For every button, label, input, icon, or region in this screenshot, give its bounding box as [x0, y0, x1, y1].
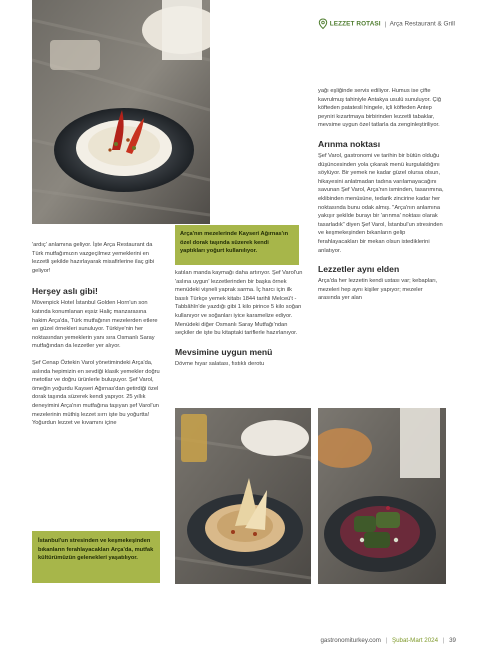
text-column-3 [318, 87, 446, 303]
intro-paragraph: 'ardıç' anlamına geliyor. İşte Arça Restaurant da Türk mutfağımızın vazgeçilmez yemeklerini en lezzetli şekilde hazırlayarak misafirlerine ilaç gibi geliyor! [32, 242, 155, 274]
page-footer [320, 637, 456, 644]
pull-quote-yogurt: Arça'nın mezelerinde Kayseri Ağırnas'ın özel dorak taşında süzerek kendi yaptıkları yoğurt kullanılıyor. [175, 225, 299, 265]
header-separator: | [384, 20, 387, 28]
heading-lezzetler-ayni-elden: Lezzetler aynı elden [318, 264, 400, 275]
pull-quote-istanbul: İstanbul'un stresinden ve keşmekeşinden bıkanların ferahlayacakları Arça'da, mutfak kültürümüzün gelenekleri yaşatılıyor. [32, 531, 160, 583]
paragraph-gastronomi: Şef Varol, gastronomi ve tarihin bir bütün olduğu düşüncesinden yola çıkarak menü kurgulaldığını söylüyor. Bir yemek ne kadar güzel olursa olsun, hikayesini anlatmadan tadına varılamayacağını savunan Şef Varol, Arça'nın isminden, tasarımına, eklibinden menüsüne, tedarik zincirine kadar her noktasında bunu odak almış. "Arça'nın anlamına yakışır şekilde burayı bir 'arınma' noktası olarak tasarladık" diyen Şef Varol, İstanbul'un stresinden ve keşmekeşinden bıkanların gelip ferahlayacakları bir mekan olsun istediklerini anlatıyor. [318, 152, 444, 254]
text-column-1 [32, 241, 162, 428]
section-title: LEZZET ROTASI [329, 20, 381, 28]
footer-separator-1: | [385, 637, 388, 644]
hummus-with-crisps-photo [175, 408, 311, 584]
footer-date: Şubat-Mart 2024 [391, 637, 439, 644]
paragraph-humus: yağı eşliğinde servis ediliyor. Humus ise çifte kavrulmuş tahiniyle Antakya usulü sunuluyor. Çiğ köfteden patatesli hingele, içli köfteden Antep peyniri kızartmaya birbirinden lezzetli tabaklar, mevsime uygun özel tatlarla da zenginleştiriliyor. [318, 88, 441, 129]
paragraph-movenpick: Mövenpick Hotel İstanbul Golden Horn'un son katında konumlanan eşsiz Haliç manzarasına hakim Arça'da, Türk mutfağının mezelerden etlere en güzel örnekleri sunuluyor. Türkiye'nin her noktasından yemeklerin yanı sıra Osmanlı Saray mutfağından da lezzetler yer alıyor. [32, 300, 158, 350]
paragraph-kebaplar: Arça'da her lezzetin kendi ustası var; kebapları, mezeleri hep aynı kişiler yapıyor; mezeler arasında yer alan [318, 278, 438, 302]
page-number: 39 [449, 637, 456, 644]
paragraph-dovme-hiyar: Dövme hıyar salatası, fıstıklı derotu [175, 360, 265, 367]
footer-site: gastronomiturkey.com [320, 637, 381, 644]
section-subtitle: Arça Restaurant & Grill [389, 20, 455, 28]
paragraph-manda-kaymagi: katılan manda kaymağı daha artırıyor. Şef Varol'un 'aslına uygun' lezzetlerinden bir başka örnek menüdeki vişneli yaprak sarma. İç harcı için ilk basılı Türkçe yemek kitabı 1844 tarihli Melceü't -Tabbâhîn'de yazdığı gibi 1 kilo pirince 5 kilo soğan kullanıyor ve soğanları iyice karamelize ediyor. Menüdeki diğer Osmanlı Saray Mutfağı'ndan seçkiler de işte bu kitaptaki tariflerle hazırlanıyor. [175, 270, 303, 337]
stuffed-vine-leaves-photo [318, 408, 446, 584]
paragraph-chef-varol: Şef Cenap Öztekin Varol yönetimindeki Arça'da, aslında hepimizin en sevdiği klasik yemekler doğru metotlar ve doğru ürünlerle buluşuyor. Şef Varol, ömeğin yoğurdu Kayseri Ağırnas'dan getirdiği özel dorak taşında süzerek kendi yapıyor. 25 yıllık deneyimini Arça'nın mutfağına taşıyan şef Varol'un mezelerinin müthiş lezzet sırrı işte bu yoğurtta! Yoğurdun lezzet ve kıvamını içine [32, 359, 160, 427]
yogurt-meze-with-peppers-photo [32, 0, 210, 224]
map-pin-icon [318, 18, 328, 30]
text-column-2 [175, 269, 303, 368]
heading-mevsimine-uygun-menu: Mevsimine uygun menü [175, 346, 273, 357]
heading-arinma-noktasi: Arınma noktası [318, 138, 381, 149]
footer-separator-2: | [442, 637, 445, 644]
section-header [318, 18, 468, 30]
heading-hersey-asli-gibi: Herşey aslı gibi! [32, 286, 98, 297]
